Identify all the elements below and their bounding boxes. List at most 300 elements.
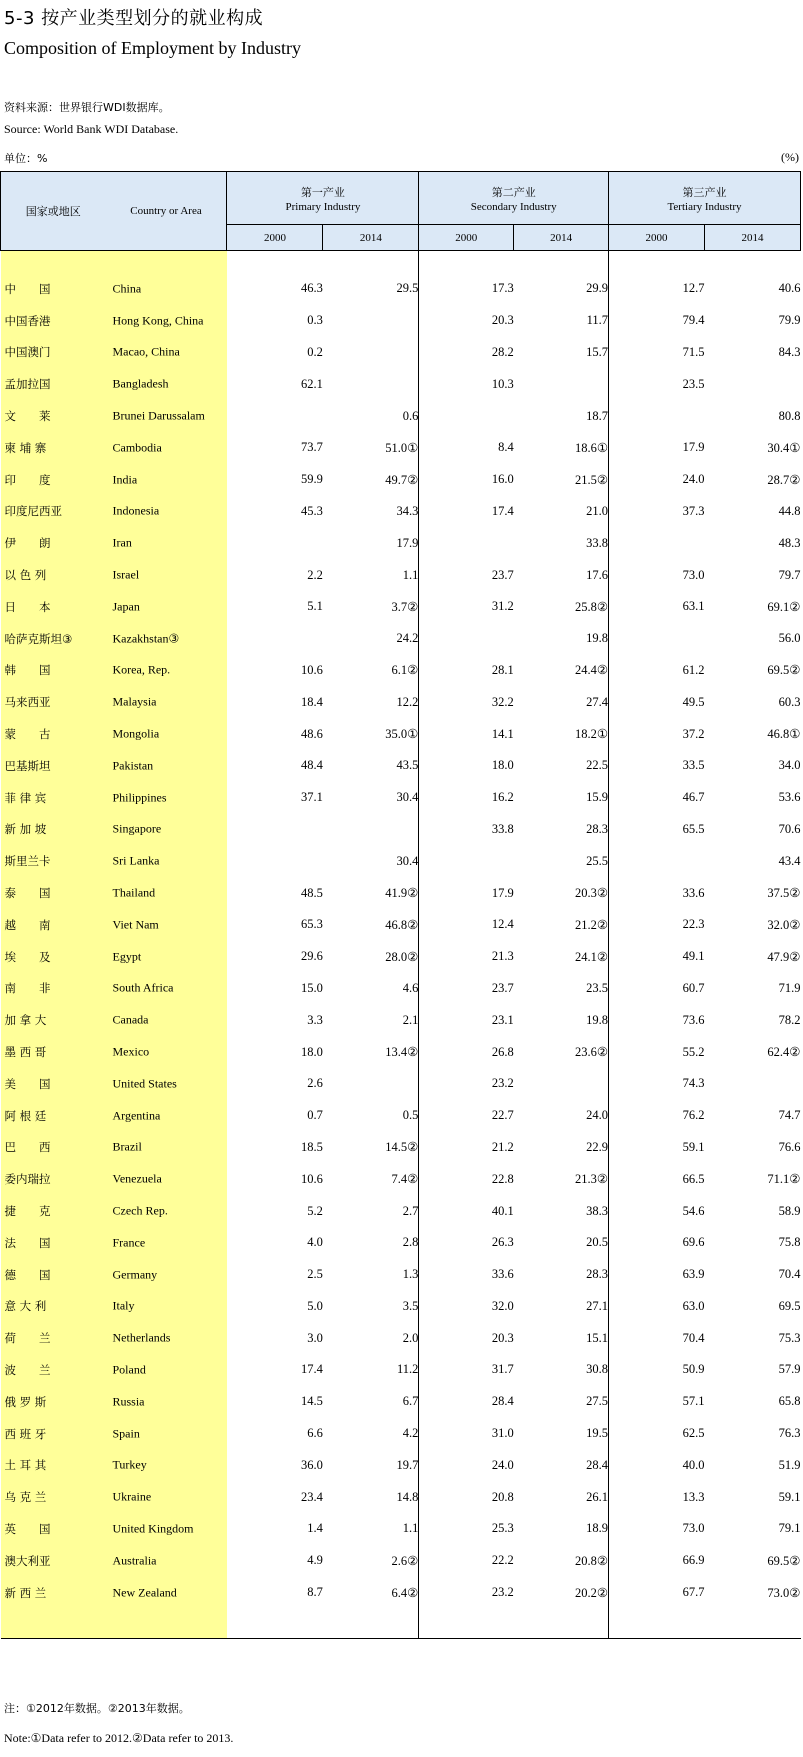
table-row — [1, 1322, 801, 1354]
value-cell: 2.6 — [307, 1076, 323, 1091]
value-cell: 62.5 — [682, 1426, 705, 1441]
value-cell: 20.3② — [514, 877, 609, 909]
value-cell: 27.5 — [514, 1386, 609, 1418]
country-name-en: China — [112, 281, 142, 296]
value-cell: 19.8 — [514, 623, 609, 655]
value-cell: 54.6 — [682, 1203, 705, 1218]
value-cell — [323, 305, 419, 337]
value-cell — [323, 368, 419, 400]
value-cell: 33.6 — [682, 885, 705, 900]
value-cell: 22.7 — [491, 1108, 514, 1123]
country-name-cn: 马来西亚 — [4, 695, 51, 710]
value-cell: 15.7 — [514, 337, 609, 369]
value-cell: 45.3 — [301, 503, 323, 518]
value-cell: 69.5② — [767, 1553, 801, 1568]
header-secondary — [419, 172, 609, 225]
value-cell: 60.7 — [682, 980, 705, 995]
table-row — [1, 623, 801, 655]
value-cell: 66.9 — [682, 1553, 705, 1568]
country-name-cn: 法 国 — [4, 1235, 51, 1250]
country-name-en: Japan — [112, 599, 140, 614]
value-cell: 27.1 — [514, 1291, 609, 1323]
country-name-en: New Zealand — [112, 1585, 177, 1600]
country-name-cn: 阿 根 廷 — [4, 1108, 47, 1123]
value-cell: 38.3 — [514, 1195, 609, 1227]
value-cell: 8.7 — [307, 1585, 323, 1600]
table-row — [1, 877, 801, 909]
value-cell: 46.7 — [682, 790, 705, 805]
value-cell: 55.2 — [682, 1044, 705, 1059]
value-cell — [609, 400, 705, 432]
value-cell: 4.9 — [307, 1553, 323, 1568]
table-body — [1, 251, 801, 1639]
value-cell — [419, 400, 514, 432]
value-cell: 26.3 — [491, 1235, 514, 1250]
value-cell: 31.0 — [491, 1426, 514, 1441]
country-name-en: Cambodia — [112, 440, 162, 455]
country-cell — [1, 1036, 227, 1068]
value-cell: 21.0 — [514, 496, 609, 528]
value-cell: 6.4② — [323, 1577, 419, 1609]
value-cell: 84.3 — [778, 344, 801, 359]
country-cell — [1, 1004, 227, 1036]
value-cell — [704, 368, 800, 400]
value-cell — [419, 623, 514, 655]
table-row — [1, 814, 801, 846]
header-year: 2014 — [704, 225, 800, 251]
footnote-cn: 注：①2012年数据。②2013年数据。 — [4, 1702, 190, 1715]
table-row — [1, 655, 801, 687]
value-cell: 19.8 — [514, 1004, 609, 1036]
value-cell: 16.0 — [491, 472, 514, 487]
value-cell: 23.7 — [491, 567, 514, 582]
value-cell: 19.7 — [323, 1449, 419, 1481]
value-cell: 28.3 — [514, 1259, 609, 1291]
value-cell: 51.0① — [323, 432, 419, 464]
table-row — [1, 400, 801, 432]
country-cell — [1, 1291, 227, 1323]
value-cell: 59.1 — [778, 1489, 801, 1504]
country-name-cn: 斯里兰卡 — [4, 854, 51, 869]
country-cell — [1, 877, 227, 909]
header-primary-cn: 第一产业 — [300, 185, 345, 199]
country-name-en: Israel — [112, 567, 140, 582]
page-title-cn: 5-3 按产业类型划分的就业构成 — [4, 8, 264, 29]
value-cell: 69.1② — [767, 599, 801, 614]
value-cell: 37.3 — [682, 503, 705, 518]
value-cell: 1.4 — [307, 1521, 323, 1536]
table-row — [1, 845, 801, 877]
value-cell: 30.8 — [514, 1354, 609, 1386]
value-cell: 17.6 — [514, 559, 609, 591]
country-cell — [1, 1545, 227, 1577]
country-name-en: Sri Lanka — [112, 853, 160, 868]
table-row — [1, 782, 801, 814]
unit-label: 单位：% — [4, 152, 48, 165]
value-cell: 2.1 — [323, 1004, 419, 1036]
value-cell — [227, 400, 323, 432]
source-note-en: Source: World Bank WDI Database. — [4, 122, 179, 136]
country-name-cn: 蒙 古 — [4, 727, 51, 742]
value-cell — [323, 337, 419, 369]
table-row — [1, 1354, 801, 1386]
value-cell: 34.3 — [323, 496, 419, 528]
country-name-cn: 越 南 — [4, 917, 51, 932]
country-cell — [1, 591, 227, 623]
value-cell: 4.6 — [323, 973, 419, 1005]
country-name-cn: 墨 西 哥 — [4, 1045, 47, 1060]
table-row — [1, 1386, 801, 1418]
table-row — [1, 1227, 801, 1259]
table-row — [1, 432, 801, 464]
table-row — [1, 909, 801, 941]
table-row — [1, 1259, 801, 1291]
value-cell — [609, 527, 705, 559]
value-cell: 79.1 — [778, 1521, 801, 1536]
value-cell: 23.5 — [514, 973, 609, 1005]
value-cell: 20.3 — [491, 313, 514, 328]
value-cell: 46.3 — [301, 281, 323, 296]
value-cell: 37.1 — [301, 790, 323, 805]
country-name-cn: 德 国 — [4, 1267, 51, 1282]
value-cell: 73.0 — [682, 1521, 705, 1536]
value-cell: 70.4 — [778, 1267, 801, 1282]
country-cell — [1, 845, 227, 877]
country-cell — [1, 432, 227, 464]
country-cell — [1, 1322, 227, 1354]
value-cell: 11.2 — [323, 1354, 419, 1386]
value-cell: 49.5 — [682, 694, 705, 709]
value-cell: 1.1 — [323, 1513, 419, 1545]
value-cell: 53.6 — [778, 790, 801, 805]
header-secondary-cn: 第二产业 — [491, 185, 536, 199]
value-cell: 23.6② — [514, 1036, 609, 1068]
value-cell: 2.5 — [307, 1267, 323, 1282]
country-name-en: Germany — [112, 1267, 158, 1282]
value-cell: 71.5 — [682, 344, 705, 359]
value-cell: 31.2 — [491, 599, 514, 614]
value-cell: 43.4 — [778, 853, 801, 868]
value-cell: 49.1 — [682, 949, 705, 964]
spacer-row — [1, 251, 801, 274]
table-row — [1, 273, 801, 305]
value-cell: 29.5 — [323, 273, 419, 305]
table-row — [1, 496, 801, 528]
header-secondary-en: Secondary Industry — [470, 200, 557, 213]
value-cell: 58.9 — [778, 1203, 801, 1218]
value-cell: 63.0 — [682, 1298, 705, 1313]
value-cell: 17.3 — [491, 281, 514, 296]
value-cell: 2.8 — [323, 1227, 419, 1259]
value-cell: 22.3 — [682, 917, 705, 932]
value-cell — [704, 1068, 800, 1100]
table-row — [1, 1195, 801, 1227]
country-cell — [1, 1100, 227, 1132]
value-cell: 46.8① — [767, 727, 801, 742]
table-row — [1, 686, 801, 718]
country-name-en: Italy — [112, 1298, 135, 1313]
country-name-cn: 文 莱 — [4, 409, 51, 424]
table-row — [1, 1449, 801, 1481]
value-cell: 33.6 — [491, 1267, 514, 1282]
country-cell — [1, 496, 227, 528]
value-cell: 28.2 — [491, 344, 514, 359]
country-name-en: Russia — [112, 1394, 145, 1409]
value-cell: 75.3 — [778, 1330, 801, 1345]
value-cell: 32.0 — [491, 1298, 514, 1313]
value-cell: 29.6 — [301, 949, 323, 964]
country-cell — [1, 305, 227, 337]
value-cell: 70.6 — [778, 821, 801, 836]
table-row — [1, 1545, 801, 1577]
value-cell: 17.9 — [682, 440, 705, 455]
value-cell: 14.8 — [323, 1481, 419, 1513]
value-cell: 15.9 — [514, 782, 609, 814]
table-row — [1, 1036, 801, 1068]
value-cell: 14.5② — [323, 1132, 419, 1164]
table-row — [1, 305, 801, 337]
country-cell — [1, 1163, 227, 1195]
value-cell: 20.8 — [491, 1489, 514, 1504]
value-cell: 7.4② — [323, 1163, 419, 1195]
value-cell: 30.4① — [767, 440, 801, 455]
value-cell: 65.5 — [682, 821, 705, 836]
value-cell: 30.4 — [323, 782, 419, 814]
country-name-en: Brazil — [112, 1139, 142, 1154]
value-cell — [419, 845, 514, 877]
value-cell: 48.3 — [778, 535, 801, 550]
value-cell: 14.1 — [491, 726, 514, 741]
country-name-cn: 西 班 牙 — [4, 1426, 47, 1441]
value-cell: 63.9 — [682, 1267, 705, 1282]
value-cell: 57.1 — [682, 1394, 705, 1409]
value-cell: 79.9 — [778, 313, 801, 328]
country-name-en: Iran — [112, 535, 132, 550]
value-cell — [323, 814, 419, 846]
country-cell — [1, 814, 227, 846]
country-name-en: Thailand — [112, 885, 156, 900]
value-cell: 21.3② — [514, 1163, 609, 1195]
value-cell: 40.0 — [682, 1457, 705, 1472]
page-title-en: Composition of Employment by Industry — [4, 38, 301, 58]
header-country-en: Country or Area — [130, 205, 202, 217]
value-cell: 23.1 — [491, 1012, 514, 1027]
value-cell: 61.2 — [682, 662, 705, 677]
country-cell — [1, 941, 227, 973]
country-cell — [1, 1259, 227, 1291]
value-cell: 26.1 — [514, 1481, 609, 1513]
value-cell: 69.5② — [767, 663, 801, 678]
country-name-cn: 南 非 — [4, 981, 51, 996]
value-cell: 37.5② — [767, 886, 801, 901]
value-cell: 22.8 — [491, 1171, 514, 1186]
country-cell — [1, 527, 227, 559]
header-tertiary-cn: 第三产业 — [682, 185, 727, 199]
value-cell: 0.6 — [323, 400, 419, 432]
country-name-cn: 泰 国 — [4, 886, 51, 901]
country-name-cn: 新 西 兰 — [4, 1585, 47, 1600]
country-name-en: Netherlands — [112, 1330, 171, 1345]
value-cell: 2.2 — [307, 567, 323, 582]
value-cell: 23.4 — [301, 1489, 323, 1504]
value-cell: 12.2 — [323, 686, 419, 718]
value-cell: 10.3 — [491, 376, 514, 391]
country-name-cn: 日 本 — [4, 599, 51, 614]
value-cell: 12.7 — [682, 281, 705, 296]
value-cell: 16.2 — [491, 790, 514, 805]
header-year: 2000 — [609, 225, 705, 251]
value-cell: 11.7 — [514, 305, 609, 337]
country-cell — [1, 400, 227, 432]
country-cell — [1, 909, 227, 941]
value-cell: 26.8 — [491, 1044, 514, 1059]
value-cell: 36.0 — [301, 1457, 323, 1472]
country-name-en: Mongolia — [112, 726, 160, 741]
value-cell: 62.4② — [767, 1045, 801, 1060]
country-name-en: Czech Rep. — [112, 1203, 168, 1218]
value-cell: 22.5 — [514, 750, 609, 782]
value-cell: 5.1 — [307, 599, 323, 614]
country-name-cn: 印 度 — [4, 472, 51, 487]
value-cell: 2.0 — [323, 1322, 419, 1354]
country-cell — [1, 368, 227, 400]
value-cell: 24.0 — [682, 472, 705, 487]
value-cell — [609, 845, 705, 877]
value-cell: 33.5 — [682, 758, 705, 773]
value-cell: 40.1 — [491, 1203, 514, 1218]
value-cell: 21.3 — [491, 949, 514, 964]
value-cell: 10.6 — [301, 1171, 323, 1186]
country-cell — [1, 623, 227, 655]
value-cell: 1.1 — [323, 559, 419, 591]
value-cell: 65.3 — [301, 917, 323, 932]
value-cell: 66.5 — [682, 1171, 705, 1186]
country-name-en: Indonesia — [112, 503, 160, 518]
value-cell: 18.0 — [301, 1044, 323, 1059]
country-cell — [1, 337, 227, 369]
value-cell: 10.6 — [301, 662, 323, 677]
country-name-en: Brunei Darussalam — [112, 408, 205, 423]
country-name-cn: 澳大利亚 — [4, 1553, 51, 1568]
table-row — [1, 1513, 801, 1545]
value-cell: 18.6① — [514, 432, 609, 464]
value-cell: 79.7 — [778, 567, 801, 582]
header-primary-en: Primary Industry — [285, 200, 361, 213]
value-cell: 1.3 — [323, 1259, 419, 1291]
country-cell — [1, 464, 227, 496]
country-name-cn: 乌 克 兰 — [4, 1490, 47, 1505]
value-cell: 74.7 — [778, 1108, 801, 1123]
country-name-en: Korea, Rep. — [112, 662, 171, 677]
value-cell: 59.1 — [682, 1139, 705, 1154]
value-cell: 51.9 — [778, 1457, 801, 1472]
country-name-cn: 中 国 — [4, 281, 51, 296]
value-cell: 24.0 — [514, 1100, 609, 1132]
value-cell: 0.2 — [307, 344, 323, 359]
value-cell: 29.9 — [514, 273, 609, 305]
value-cell: 73.7 — [301, 440, 323, 455]
country-cell — [1, 686, 227, 718]
country-name-cn: 委内瑞拉 — [4, 1172, 51, 1187]
value-cell: 28.7② — [767, 472, 801, 487]
value-cell: 13.4② — [323, 1036, 419, 1068]
value-cell: 0.7 — [307, 1108, 323, 1123]
table-row — [1, 527, 801, 559]
country-name-cn: 巴基斯坦 — [4, 758, 51, 773]
value-cell: 15.1 — [514, 1322, 609, 1354]
value-cell: 76.6 — [778, 1139, 801, 1154]
country-name-en: Singapore — [112, 821, 162, 836]
table-row — [1, 1418, 801, 1450]
value-cell: 24.2 — [323, 623, 419, 655]
value-cell: 73.6 — [682, 1012, 705, 1027]
country-name-en: Ukraine — [112, 1489, 152, 1504]
value-cell: 3.5 — [323, 1291, 419, 1323]
value-cell: 56.0 — [778, 631, 801, 646]
country-name-cn: 荷 兰 — [4, 1331, 51, 1346]
value-cell: 59.9 — [301, 472, 323, 487]
table-row — [1, 464, 801, 496]
value-cell — [227, 527, 323, 559]
value-cell: 71.9 — [778, 980, 801, 995]
value-cell: 76.2 — [682, 1108, 705, 1123]
country-name-en: United Kingdom — [112, 1521, 194, 1536]
country-name-en: Bangladesh — [112, 376, 169, 391]
country-name-en: Argentina — [112, 1108, 161, 1123]
country-name-cn: 中国香港 — [4, 313, 51, 328]
value-cell: 74.3 — [682, 1076, 705, 1091]
country-name-cn: 中国澳门 — [4, 345, 51, 360]
value-cell — [419, 527, 514, 559]
value-cell: 25.3 — [491, 1521, 514, 1536]
country-name-cn: 意 大 利 — [4, 1299, 47, 1314]
country-name-cn: 埃 及 — [4, 949, 51, 964]
value-cell: 62.1 — [301, 376, 323, 391]
value-cell: 18.0 — [491, 758, 514, 773]
country-cell — [1, 1513, 227, 1545]
value-cell: 21.2② — [514, 909, 609, 941]
table-row — [1, 337, 801, 369]
country-name-en: Philippines — [112, 790, 167, 805]
value-cell: 3.3 — [307, 1012, 323, 1027]
country-name-en: Malaysia — [112, 694, 157, 709]
country-cell — [1, 1354, 227, 1386]
value-cell: 18.2① — [514, 718, 609, 750]
value-cell: 20.5 — [514, 1227, 609, 1259]
value-cell: 14.5 — [301, 1394, 323, 1409]
country-cell — [1, 973, 227, 1005]
value-cell: 70.4 — [682, 1330, 705, 1345]
country-name-cn: 哈萨克斯坦③ — [4, 631, 73, 646]
value-cell: 28.4 — [491, 1394, 514, 1409]
value-cell: 22.9 — [514, 1132, 609, 1164]
header-country — [1, 172, 227, 251]
value-cell: 50.9 — [682, 1362, 705, 1377]
value-cell: 73.0② — [767, 1585, 801, 1600]
value-cell: 17.4 — [301, 1362, 323, 1377]
table-row — [1, 973, 801, 1005]
table-row — [1, 559, 801, 591]
value-cell: 24.4② — [514, 655, 609, 687]
table-row — [1, 941, 801, 973]
country-name-en: Kazakhstan③ — [112, 631, 180, 646]
country-name-en: Turkey — [112, 1457, 147, 1472]
value-cell — [514, 368, 609, 400]
value-cell: 13.3 — [682, 1489, 705, 1504]
value-cell — [609, 623, 705, 655]
table-row — [1, 1068, 801, 1100]
country-name-cn: 伊 朗 — [4, 536, 51, 551]
